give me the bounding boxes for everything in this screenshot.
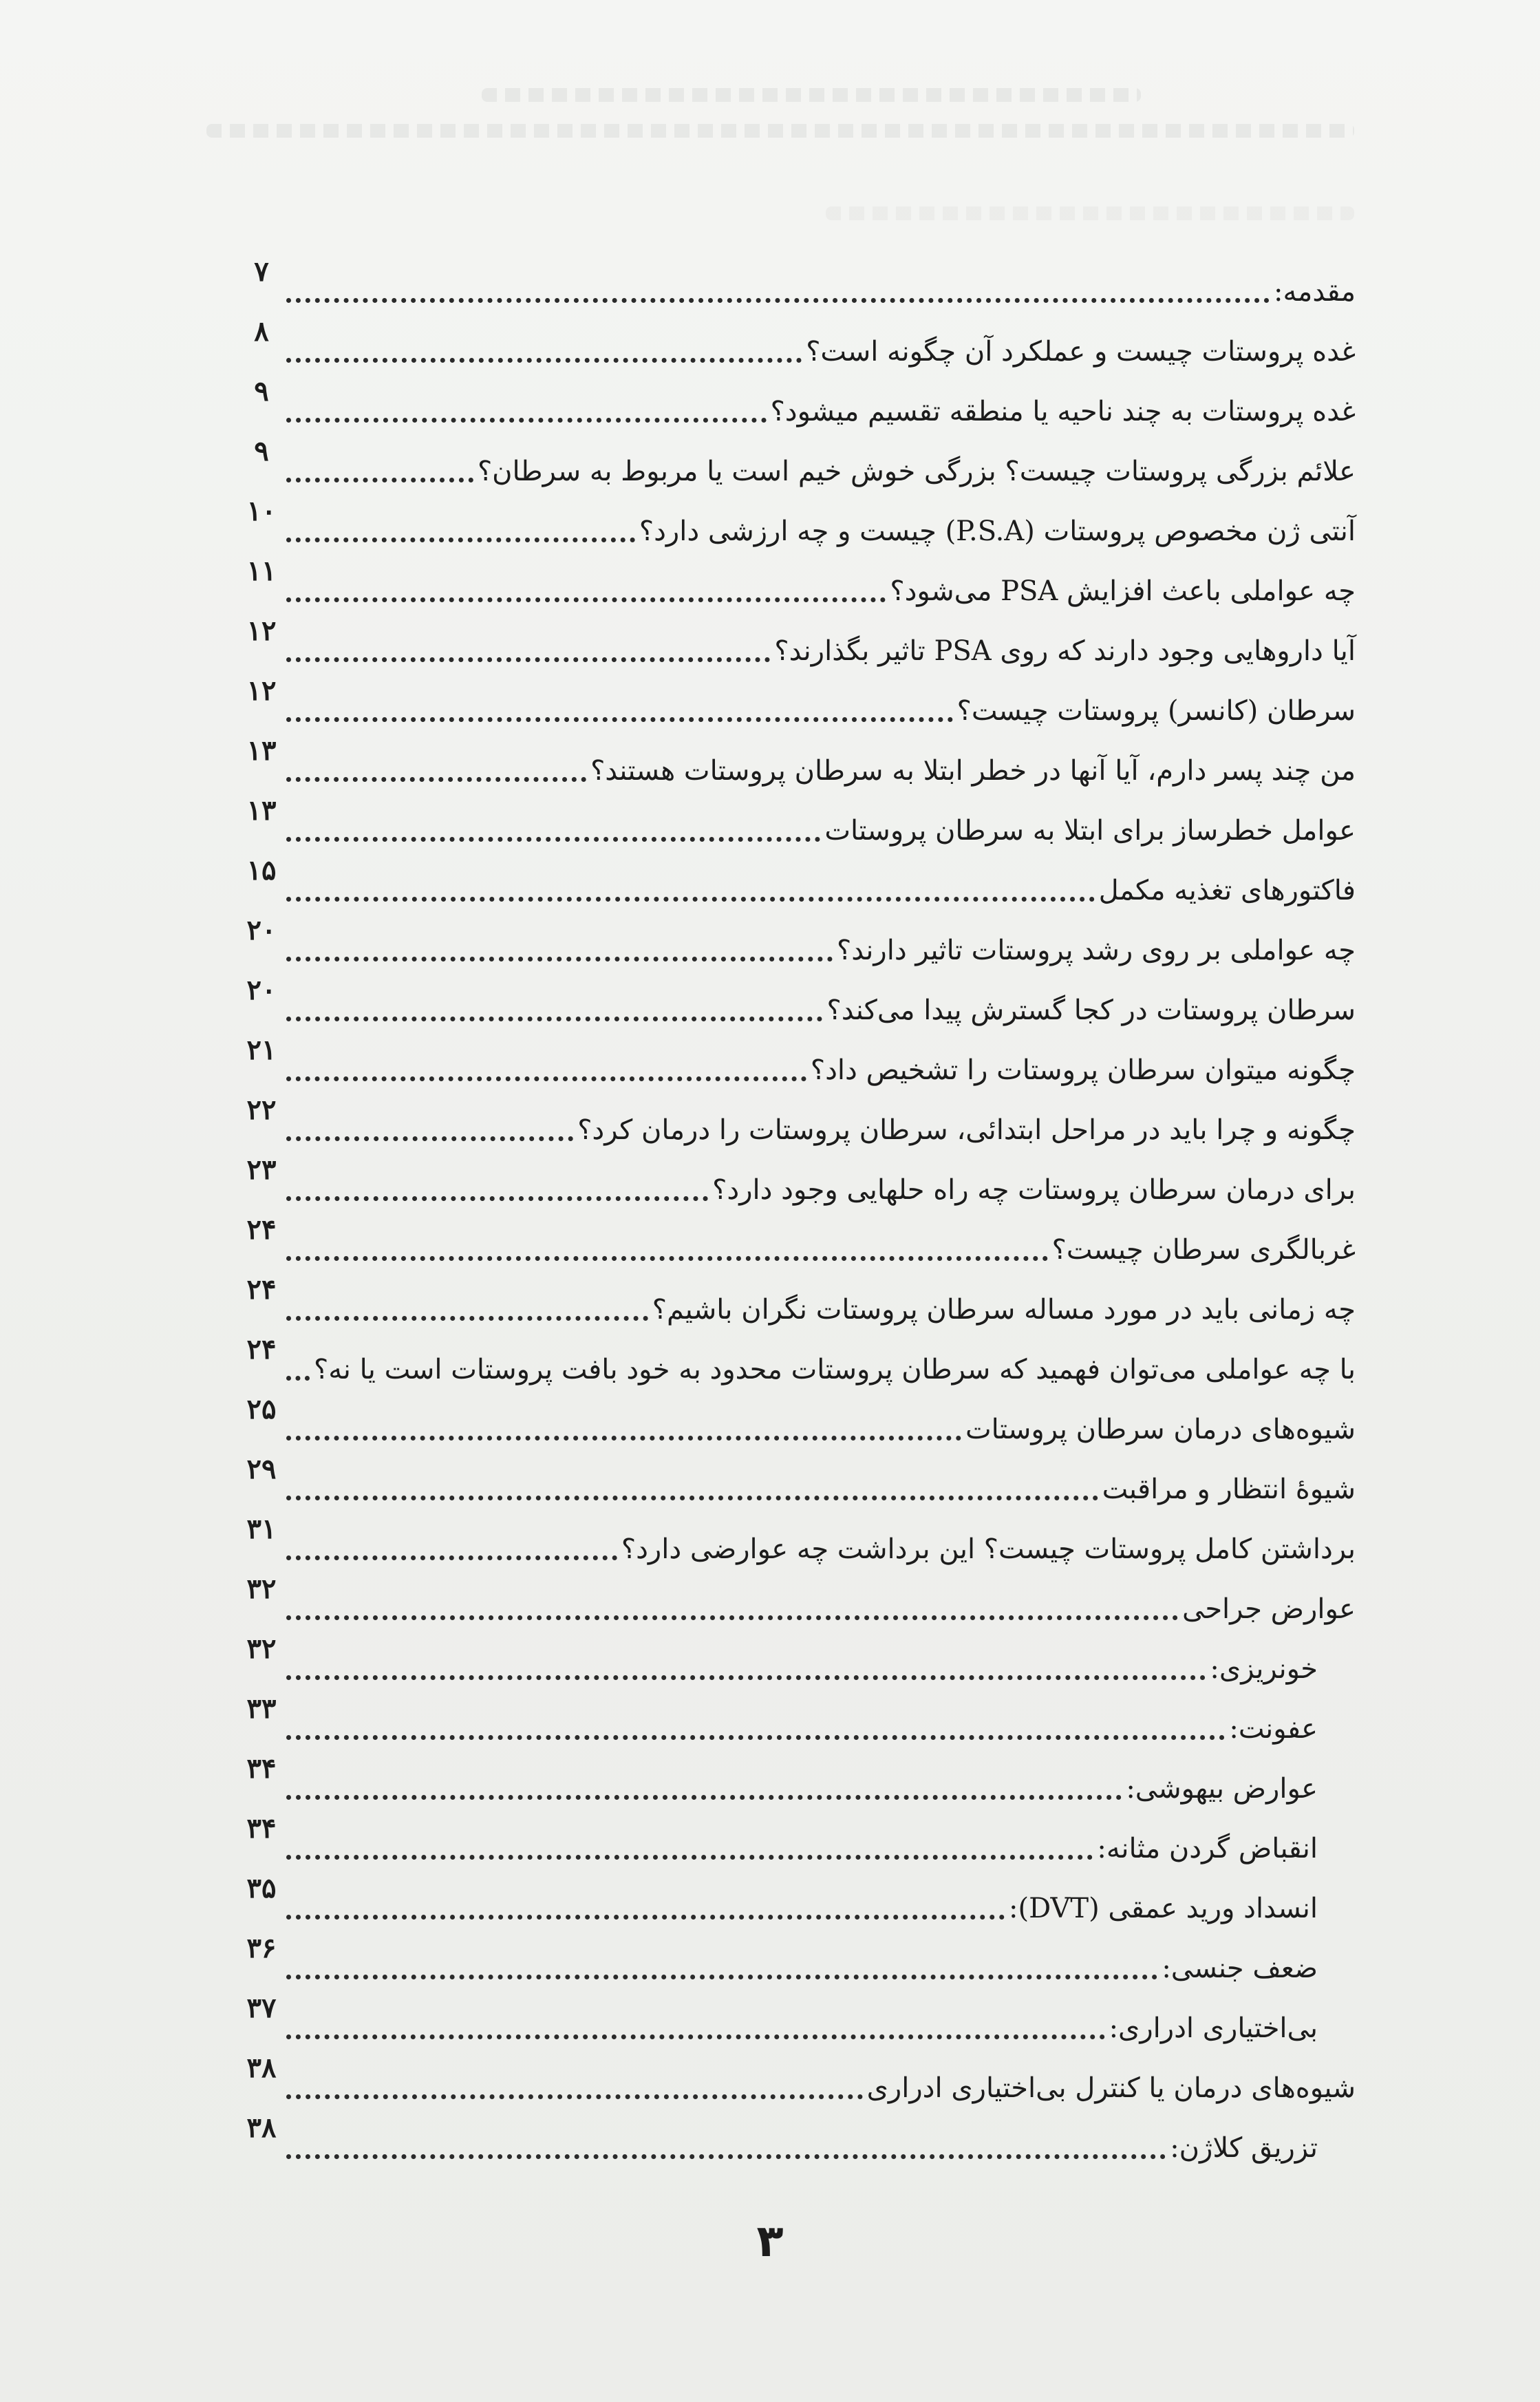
- toc-entry-page: ۲۱: [246, 1034, 277, 1066]
- toc-entry-title: علائم بزرگی پروستات چیست؟ بزرگی خوش خیم است یا مربوط به سرطان؟: [477, 456, 1356, 487]
- toc-entry-title: آنتی ژن مخصوص پروستات (P.S.A) چیست و چه ارزشی دارد؟: [639, 516, 1356, 547]
- dot-leader: [286, 926, 833, 961]
- toc-entry-title: چه زمانی باید در مورد مساله سرطان پروستات نگران باشیم؟: [652, 1294, 1356, 1326]
- toc-entry-title: تزریق کلاژن:: [1170, 2132, 1318, 2164]
- toc-entry-title: شیوه‌های درمان یا کنترل بی‌اختیاری ادراری: [866, 2072, 1356, 2104]
- toc-entry: [241, 1332, 1356, 1390]
- dot-leader: [286, 1944, 1157, 1979]
- dot-leader: [286, 2124, 1166, 2159]
- dot-leader: [286, 807, 820, 842]
- toc-subentry: [241, 1811, 1318, 1869]
- toc-entry-title: برای درمان سرطان پروستات چه راه حلهایی وجود دارد؟: [712, 1174, 1356, 1206]
- toc-entry-page: ۲۰: [246, 914, 277, 946]
- toc-subentry: [241, 1752, 1318, 1809]
- toc-entry: [241, 1213, 1356, 1271]
- toc-entry-title: سرطان پروستات در کجا گسترش پیدا می‌کند؟: [826, 995, 1356, 1026]
- toc-entry: [241, 853, 1356, 911]
- toc-entry-page: ۳۲: [246, 1633, 277, 1665]
- toc-entry-title: آیا داروهایی وجود دارند که روی PSA تاثیر بگذارند؟: [774, 635, 1356, 667]
- toc-entry-page: ۱۱: [246, 555, 277, 587]
- toc-entry-title: چه عواملی باعث افزایش PSA می‌شود؟: [890, 575, 1356, 607]
- toc-subentry: [241, 1991, 1318, 2049]
- dot-leader: [286, 1825, 1093, 1860]
- toc-entry-title: فاکتورهای تغذیه مکمل: [1098, 875, 1356, 906]
- toc-subentry: [241, 1931, 1318, 1989]
- toc-entry-title: خونریزی:: [1210, 1653, 1318, 1685]
- dot-leader: [286, 1166, 708, 1201]
- toc-entry-page: ۳۷: [246, 1992, 277, 2024]
- toc-entry-page: ۳۴: [246, 1752, 277, 1785]
- toc-entry-title: با چه عواملی می‌توان فهمید که سرطان پروستات محدود به خود بافت پروستات است یا نه؟: [314, 1354, 1356, 1385]
- toc-entry-page: ۲۲: [246, 1094, 277, 1126]
- dot-leader: [286, 1286, 648, 1321]
- toc-entry: [241, 1033, 1356, 1091]
- toc-entry-title: بی‌اختیاری ادراری:: [1109, 2012, 1318, 2044]
- toc-entry: [241, 734, 1356, 791]
- dot-leader: [286, 2064, 863, 2099]
- toc-entry-title: من چند پسر دارم، آیا آنها در خطر ابتلا به سرطان پروستات هستند؟: [590, 755, 1356, 787]
- toc-entry-title: چگونه و چرا باید در مراحل ابتدائی، سرطان پروستات را درمان کرد؟: [577, 1114, 1356, 1146]
- toc-entry-page: ۳۲: [246, 1573, 277, 1605]
- toc-entry-page: ۹: [254, 435, 269, 467]
- toc-entry: [241, 1572, 1356, 1630]
- dot-leader: [286, 1106, 573, 1141]
- toc-entry-page: ۱۲: [246, 615, 277, 647]
- toc-entry-title: عفونت:: [1229, 1713, 1318, 1745]
- toc-entry-page: ۲۰: [246, 974, 277, 1006]
- toc-entry: [241, 2051, 1356, 2109]
- toc-entry: [241, 315, 1356, 372]
- toc-entry: [241, 794, 1356, 851]
- dot-leader: [286, 1884, 1005, 1920]
- dot-leader: [286, 1525, 617, 1560]
- page-number: ۳: [756, 2216, 784, 2267]
- toc-entry-page: ۸: [254, 315, 269, 348]
- toc-entry-title: عوامل خطرساز برای ابتلا به سرطان پروستات: [824, 815, 1356, 847]
- toc-entry-title: برداشتن کامل پروستات چیست؟ این برداشت چه عوارضی دارد؟: [621, 1533, 1356, 1565]
- toc-entry-page: ۲۴: [246, 1333, 277, 1365]
- toc-entry-page: ۳۳: [246, 1692, 277, 1725]
- toc-entry-page: ۱۰: [246, 495, 277, 527]
- dot-leader: [286, 986, 822, 1021]
- toc-entry: [241, 1093, 1356, 1151]
- toc-entry: [241, 434, 1356, 492]
- dot-leader: [286, 268, 1270, 303]
- toc-entry: [241, 255, 1356, 312]
- dot-leader: [286, 567, 886, 602]
- dot-leader: [286, 1405, 961, 1441]
- toc-entry-title: انسداد ورید عمقی (DVT):: [1009, 1893, 1318, 1924]
- toc-entry: [241, 1392, 1356, 1450]
- dot-leader: [286, 1585, 1178, 1620]
- toc-entry: [241, 614, 1356, 672]
- toc-entry-title: غده پروستات به چند ناحیه یا منطقه تقسیم میشود؟: [770, 396, 1356, 427]
- toc-entry-title: سرطان (کانسر) پروستات چیست؟: [956, 695, 1356, 727]
- dot-leader: [286, 867, 1095, 902]
- toc-subentry: [241, 2111, 1318, 2169]
- dot-leader: [286, 1346, 310, 1381]
- dot-leader: [286, 627, 770, 662]
- toc-entry-title: انقباض گردن مثانه:: [1097, 1833, 1318, 1864]
- toc-entry-title: عوارض جراحی: [1181, 1593, 1356, 1625]
- toc-entry-title: شیوهٔ انتظار و مراقبت: [1102, 1474, 1356, 1505]
- toc-entry-page: ۱۳: [246, 794, 277, 827]
- toc-entry-page: ۳۵: [246, 1872, 277, 1904]
- toc-entry-title: مقدمه:: [1273, 276, 1356, 308]
- dot-leader: [286, 1226, 1048, 1261]
- toc-entry-title: شیوه‌های درمان سرطان پروستات: [965, 1414, 1356, 1445]
- dot-leader: [286, 328, 802, 363]
- dot-leader: [286, 1645, 1206, 1680]
- toc-entry-page: ۱۲: [246, 674, 277, 707]
- toc-subentry: [241, 1692, 1318, 1750]
- toc-entry-title: غربالگری سرطان چیست؟: [1051, 1234, 1356, 1266]
- dot-leader: [286, 2004, 1105, 2039]
- toc-entry-page: ۲۹: [246, 1453, 277, 1485]
- toc-entry: [241, 1512, 1356, 1570]
- dot-leader: [286, 1705, 1225, 1740]
- toc-entry-page: ۳۸: [246, 2112, 277, 2144]
- toc-entry: [241, 374, 1356, 432]
- toc-entry: [241, 973, 1356, 1031]
- toc-entry: [241, 1153, 1356, 1211]
- toc-entry-page: ۹: [254, 375, 269, 407]
- toc-entry-page: ۲۴: [246, 1213, 277, 1246]
- toc-entry-page: ۳۶: [246, 1932, 277, 1964]
- toc-entry-page: ۲۳: [246, 1154, 277, 1186]
- toc-entry: [241, 913, 1356, 971]
- dot-leader: [286, 747, 586, 782]
- toc-subentry: [241, 1632, 1318, 1690]
- toc-entry-page: ۱۵: [246, 854, 277, 886]
- dot-leader: [286, 387, 767, 423]
- dot-leader: [286, 447, 473, 482]
- toc-entry-page: ۲۵: [246, 1393, 277, 1425]
- toc-entry: [241, 494, 1356, 552]
- toc-entry-title: عوارض بیهوشی:: [1126, 1773, 1318, 1805]
- dot-leader: [286, 1765, 1122, 1800]
- toc-entry-page: ۱۳: [246, 734, 277, 767]
- toc-subentry: [241, 1871, 1318, 1929]
- toc-entry-page: ۳۱: [246, 1513, 277, 1545]
- dot-leader: [286, 687, 953, 722]
- toc-entry-page: ۷: [254, 255, 269, 288]
- toc-entry: [241, 1273, 1356, 1330]
- toc-entry: [241, 1452, 1356, 1510]
- toc-entry-title: غده پروستات چیست و عملکرد آن چگونه است؟: [806, 336, 1356, 368]
- toc-entry: [241, 674, 1356, 732]
- dot-leader: [286, 1046, 806, 1081]
- toc-entry-page: ۳۸: [246, 2052, 277, 2084]
- dot-leader: [286, 1465, 1098, 1500]
- toc-entry-title: چه عواملی بر روی رشد پروستات تاثیر دارند؟: [837, 935, 1356, 966]
- toc-entry-page: ۳۴: [246, 1812, 277, 1845]
- dot-leader: [286, 507, 635, 542]
- toc-entry: [241, 554, 1356, 612]
- toc-entry-page: ۲۴: [246, 1273, 277, 1306]
- toc-entry-title: ضعف جنسی:: [1162, 1953, 1318, 1984]
- toc-entry-title: چگونه میتوان سرطان پروستات را تشخیص داد؟: [810, 1054, 1356, 1086]
